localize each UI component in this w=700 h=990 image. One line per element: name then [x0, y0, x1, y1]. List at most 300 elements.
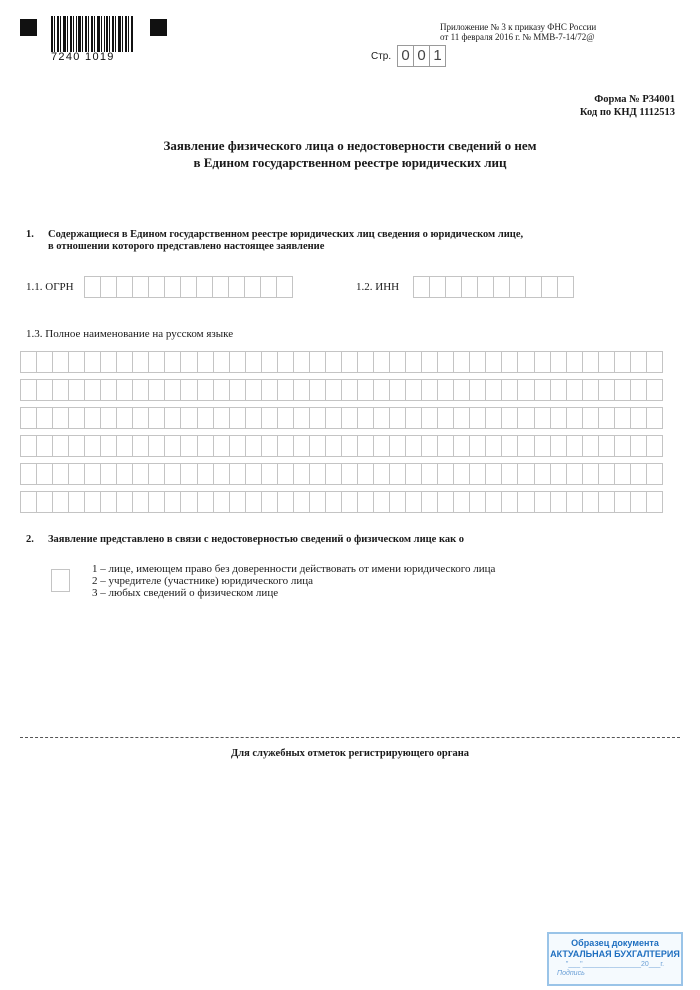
input-cell[interactable]: [213, 407, 230, 429]
input-cell[interactable]: [614, 491, 631, 513]
appendix-line-2: от 11 февраля 2016 г. № ММВ-7-14/72@: [440, 32, 595, 42]
input-cell[interactable]: [550, 435, 567, 457]
input-cell[interactable]: [389, 435, 406, 457]
full-name-label: 1.3. Полное наименование на русском языке: [26, 328, 234, 340]
input-cell[interactable]: [469, 407, 486, 429]
input-cell[interactable]: [52, 407, 69, 429]
input-cell[interactable]: [630, 463, 647, 485]
input-cell[interactable]: [100, 379, 117, 401]
input-cell[interactable]: [116, 407, 133, 429]
input-cell[interactable]: [68, 407, 85, 429]
input-cell[interactable]: [309, 351, 326, 373]
input-cell[interactable]: [469, 379, 486, 401]
input-cell[interactable]: [293, 379, 310, 401]
input-cell[interactable]: [534, 491, 551, 513]
input-cell[interactable]: [180, 491, 197, 513]
input-cell[interactable]: [646, 491, 663, 513]
dashed-separator: [20, 737, 680, 738]
input-cell[interactable]: [132, 491, 149, 513]
stamp-date-line: "___"_______________20___г.: [565, 961, 665, 968]
basis-option-3: 3 – любых сведений о физическом лице: [92, 587, 279, 599]
input-cell[interactable]: [100, 435, 117, 457]
input-cell[interactable]: [180, 407, 197, 429]
input-cell[interactable]: [509, 276, 526, 298]
inn-label: 1.2. ИНН: [356, 281, 400, 293]
input-cell[interactable]: [557, 276, 574, 298]
input-cell[interactable]: [261, 491, 278, 513]
input-cell[interactable]: [598, 379, 615, 401]
input-cell[interactable]: [389, 351, 406, 373]
input-cell[interactable]: [413, 276, 430, 298]
input-cell[interactable]: [341, 491, 358, 513]
input-cell[interactable]: [421, 379, 438, 401]
input-cell[interactable]: [245, 491, 262, 513]
page-label: Стр.: [371, 51, 392, 62]
input-cell[interactable]: [276, 276, 293, 298]
page-number-cells: [397, 45, 445, 67]
input-cell[interactable]: [132, 379, 149, 401]
full-name-grid-row: [20, 379, 662, 401]
full-name-grid-row: [20, 351, 662, 373]
input-cell[interactable]: [36, 379, 53, 401]
input-cell[interactable]: [293, 435, 310, 457]
input-cell[interactable]: [52, 379, 69, 401]
input-cell[interactable]: [261, 379, 278, 401]
input-cell[interactable]: [20, 351, 37, 373]
input-cell[interactable]: [517, 463, 534, 485]
input-cell[interactable]: [277, 435, 294, 457]
barcode-digits: 7240 1019: [51, 51, 115, 63]
input-cell[interactable]: [293, 463, 310, 485]
section-1-title-line-2: в отношении которого представлено настоящее заявление: [48, 241, 325, 252]
input-cell[interactable]: [630, 379, 647, 401]
input-cell[interactable]: [116, 351, 133, 373]
input-cell[interactable]: [429, 276, 446, 298]
stamp-line-1: Образец документа: [571, 938, 659, 948]
input-cell[interactable]: [501, 379, 518, 401]
input-cell[interactable]: [389, 463, 406, 485]
input-cell[interactable]: [541, 276, 558, 298]
input-cell[interactable]: [534, 435, 551, 457]
input-cell[interactable]: [357, 407, 374, 429]
input-cell[interactable]: [357, 379, 374, 401]
input-cell[interactable]: [68, 463, 85, 485]
input-cell[interactable]: [277, 491, 294, 513]
input-cell[interactable]: [180, 351, 197, 373]
input-cell[interactable]: [20, 491, 37, 513]
input-cell[interactable]: [517, 435, 534, 457]
input-cell[interactable]: [461, 276, 478, 298]
input-cell[interactable]: [646, 379, 663, 401]
input-cell[interactable]: [550, 463, 567, 485]
input-cell[interactable]: [164, 379, 181, 401]
input-cell[interactable]: [566, 435, 583, 457]
input-cell[interactable]: [196, 276, 213, 298]
input-cell[interactable]: [148, 407, 165, 429]
input-cell[interactable]: [261, 463, 278, 485]
input-cell[interactable]: [357, 435, 374, 457]
input-cell[interactable]: [453, 491, 470, 513]
input-cell[interactable]: [116, 491, 133, 513]
input-cell[interactable]: [582, 379, 599, 401]
input-cell[interactable]: [261, 351, 278, 373]
input-cell[interactable]: [164, 407, 181, 429]
input-cell[interactable]: [437, 435, 454, 457]
input-cell[interactable]: [261, 407, 278, 429]
input-cell[interactable]: [485, 491, 502, 513]
input-cell[interactable]: [100, 407, 117, 429]
input-cell[interactable]: [582, 435, 599, 457]
page-digit-cell: 0: [413, 45, 430, 67]
input-cell[interactable]: [646, 435, 663, 457]
input-cell[interactable]: [405, 351, 422, 373]
input-cell[interactable]: [453, 407, 470, 429]
input-cell[interactable]: [116, 276, 133, 298]
input-cell[interactable]: [229, 351, 246, 373]
input-cell[interactable]: [164, 435, 181, 457]
input-cell[interactable]: [36, 435, 53, 457]
input-cell[interactable]: [389, 379, 406, 401]
input-cell[interactable]: [357, 351, 374, 373]
input-cell[interactable]: [469, 351, 486, 373]
input-cell[interactable]: [437, 407, 454, 429]
input-cell[interactable]: [84, 491, 101, 513]
input-cell[interactable]: [68, 435, 85, 457]
input-cell[interactable]: [325, 379, 342, 401]
input-cell[interactable]: [389, 491, 406, 513]
input-cell[interactable]: [132, 435, 149, 457]
input-cell[interactable]: [148, 463, 165, 485]
input-cell[interactable]: [453, 463, 470, 485]
input-cell[interactable]: [197, 379, 214, 401]
input-cell[interactable]: [373, 435, 390, 457]
input-cell[interactable]: [341, 379, 358, 401]
input-cell[interactable]: [325, 435, 342, 457]
input-cell[interactable]: [132, 463, 149, 485]
input-cell[interactable]: [293, 351, 310, 373]
full-name-grid-row: [20, 491, 662, 513]
input-cell[interactable]: [373, 463, 390, 485]
input-cell[interactable]: [245, 379, 262, 401]
input-cell[interactable]: [68, 351, 85, 373]
input-cell[interactable]: [566, 491, 583, 513]
input-cell[interactable]: [598, 407, 615, 429]
input-cell[interactable]: [213, 435, 230, 457]
title-line-1: Заявление физического лица о недостоверности сведений о нем: [163, 138, 537, 153]
input-cell[interactable]: [36, 351, 53, 373]
input-cell[interactable]: [36, 463, 53, 485]
input-cell[interactable]: [148, 276, 165, 298]
section-2-number: 2.: [26, 534, 34, 545]
input-cell[interactable]: [421, 491, 438, 513]
input-cell[interactable]: [341, 351, 358, 373]
input-cell[interactable]: [20, 379, 37, 401]
input-cell[interactable]: [20, 463, 37, 485]
input-cell[interactable]: [52, 435, 69, 457]
ogrn-input-cells[interactable]: [84, 276, 292, 298]
input-cell[interactable]: [437, 491, 454, 513]
input-cell[interactable]: [437, 379, 454, 401]
input-cell[interactable]: [646, 351, 663, 373]
input-cell[interactable]: [277, 351, 294, 373]
input-cell[interactable]: [20, 435, 37, 457]
input-cell[interactable]: [341, 435, 358, 457]
input-cell[interactable]: [373, 351, 390, 373]
input-cell[interactable]: [180, 379, 197, 401]
input-cell[interactable]: [598, 491, 615, 513]
input-cell[interactable]: [36, 491, 53, 513]
input-cell[interactable]: [84, 351, 101, 373]
input-cell[interactable]: [148, 491, 165, 513]
input-cell[interactable]: [197, 407, 214, 429]
input-cell[interactable]: [277, 407, 294, 429]
input-cell[interactable]: [477, 276, 494, 298]
input-cell[interactable]: [100, 491, 117, 513]
input-cell[interactable]: [550, 491, 567, 513]
input-cell[interactable]: [148, 435, 165, 457]
input-cell[interactable]: [525, 276, 542, 298]
input-cell[interactable]: [501, 407, 518, 429]
input-cell[interactable]: [197, 463, 214, 485]
input-cell[interactable]: [132, 276, 149, 298]
form-number: Форма № Р34001: [594, 94, 675, 105]
input-cell[interactable]: [485, 435, 502, 457]
input-cell[interactable]: [245, 435, 262, 457]
input-cell[interactable]: [485, 379, 502, 401]
basis-options-list: [92, 563, 495, 599]
input-cell[interactable]: [164, 351, 181, 373]
input-cell[interactable]: [52, 351, 69, 373]
input-cell[interactable]: [517, 407, 534, 429]
input-cell[interactable]: [469, 463, 486, 485]
input-cell[interactable]: [534, 463, 551, 485]
input-cell[interactable]: [260, 276, 277, 298]
input-cell[interactable]: [421, 351, 438, 373]
input-cell[interactable]: [213, 463, 230, 485]
input-cell[interactable]: [469, 435, 486, 457]
input-cell[interactable]: [229, 491, 246, 513]
input-cell[interactable]: [325, 463, 342, 485]
input-cell[interactable]: [293, 491, 310, 513]
input-cell[interactable]: [646, 463, 663, 485]
appendix-line-1: Приложение № 3 к приказу ФНС России: [440, 22, 597, 32]
full-name-grid-row: [20, 435, 662, 457]
input-cell[interactable]: [325, 351, 342, 373]
input-cell[interactable]: [309, 379, 326, 401]
input-cell[interactable]: [52, 463, 69, 485]
registration-marker-left: [20, 19, 37, 36]
input-cell[interactable]: [213, 351, 230, 373]
input-cell[interactable]: [164, 491, 181, 513]
input-cell[interactable]: [325, 407, 342, 429]
input-cell[interactable]: [100, 463, 117, 485]
input-cell[interactable]: [245, 407, 262, 429]
input-cell[interactable]: [566, 379, 583, 401]
input-cell[interactable]: [164, 463, 181, 485]
input-cell[interactable]: [614, 435, 631, 457]
input-cell[interactable]: [630, 407, 647, 429]
input-cell[interactable]: [630, 435, 647, 457]
input-cell[interactable]: [405, 463, 422, 485]
input-cell[interactable]: [309, 463, 326, 485]
input-cell[interactable]: [148, 379, 165, 401]
input-cell[interactable]: [116, 435, 133, 457]
input-cell[interactable]: [534, 379, 551, 401]
input-cell[interactable]: [229, 379, 246, 401]
input-cell[interactable]: [373, 491, 390, 513]
input-cell[interactable]: [197, 351, 214, 373]
input-cell[interactable]: [517, 379, 534, 401]
input-cell[interactable]: [309, 407, 326, 429]
knd-code: Код по КНД 1112513: [579, 107, 675, 118]
input-cell[interactable]: [84, 407, 101, 429]
input-cell[interactable]: [341, 407, 358, 429]
input-cell[interactable]: [245, 463, 262, 485]
input-cell[interactable]: [445, 276, 462, 298]
input-cell[interactable]: [598, 463, 615, 485]
input-cell[interactable]: [373, 379, 390, 401]
input-cell[interactable]: [598, 351, 615, 373]
input-cell[interactable]: [582, 407, 599, 429]
input-cell[interactable]: [598, 435, 615, 457]
input-cell[interactable]: [582, 491, 599, 513]
input-cell[interactable]: [421, 435, 438, 457]
input-cell[interactable]: [245, 351, 262, 373]
input-cell[interactable]: [180, 463, 197, 485]
input-cell[interactable]: [614, 379, 631, 401]
input-cell[interactable]: [614, 407, 631, 429]
input-cell[interactable]: [469, 491, 486, 513]
section-1-heading: [26, 229, 523, 253]
input-cell[interactable]: [197, 491, 214, 513]
input-cell[interactable]: [437, 351, 454, 373]
input-cell[interactable]: [405, 407, 422, 429]
input-cell[interactable]: [229, 407, 246, 429]
input-cell[interactable]: [501, 351, 518, 373]
input-cell[interactable]: [517, 351, 534, 373]
input-cell[interactable]: [277, 463, 294, 485]
input-cell[interactable]: [229, 463, 246, 485]
input-cell[interactable]: [228, 276, 245, 298]
basis-option-2: 2 – учредителе (участнике) юридического лица: [92, 575, 314, 587]
input-cell[interactable]: [293, 407, 310, 429]
input-cell[interactable]: [550, 407, 567, 429]
input-cell[interactable]: [84, 435, 101, 457]
input-cell[interactable]: [197, 435, 214, 457]
form-identifier: [580, 93, 675, 119]
input-cell[interactable]: [116, 379, 133, 401]
input-cell[interactable]: [453, 351, 470, 373]
input-cell[interactable]: [614, 351, 631, 373]
input-cell[interactable]: [550, 351, 567, 373]
input-cell[interactable]: [534, 407, 551, 429]
input-cell[interactable]: [566, 407, 583, 429]
sample-document-stamp: [547, 932, 683, 986]
input-cell[interactable]: [517, 491, 534, 513]
input-cell[interactable]: [229, 435, 246, 457]
input-cell[interactable]: [100, 351, 117, 373]
full-name-grid-row: [20, 407, 662, 429]
input-cell[interactable]: [373, 407, 390, 429]
input-cell[interactable]: [84, 276, 101, 298]
input-cell[interactable]: [148, 351, 165, 373]
input-cell[interactable]: [116, 463, 133, 485]
input-cell[interactable]: [405, 491, 422, 513]
input-cell[interactable]: [213, 491, 230, 513]
input-cell[interactable]: [485, 463, 502, 485]
input-cell[interactable]: [485, 351, 502, 373]
input-cell[interactable]: [212, 276, 229, 298]
input-cell[interactable]: [501, 491, 518, 513]
input-cell[interactable]: [405, 435, 422, 457]
input-cell[interactable]: [566, 463, 583, 485]
input-cell[interactable]: [405, 379, 422, 401]
input-cell[interactable]: [453, 379, 470, 401]
input-cell[interactable]: [68, 491, 85, 513]
basis-option-1: 1 – лице, имеющем право без доверенности действовать от имени юридического лица: [92, 563, 496, 575]
input-cell[interactable]: [132, 351, 149, 373]
input-cell[interactable]: [84, 463, 101, 485]
input-cell[interactable]: [550, 379, 567, 401]
input-cell[interactable]: [614, 463, 631, 485]
input-cell[interactable]: [534, 351, 551, 373]
document-title: [0, 137, 700, 171]
input-cell[interactable]: [357, 463, 374, 485]
input-cell[interactable]: [261, 435, 278, 457]
title-line-2: в Едином государственном реестре юридических лиц: [193, 155, 507, 170]
input-cell[interactable]: [630, 351, 647, 373]
input-cell[interactable]: [325, 491, 342, 513]
input-cell[interactable]: [582, 463, 599, 485]
input-cell[interactable]: [180, 435, 197, 457]
input-cell[interactable]: [341, 463, 358, 485]
input-cell[interactable]: [180, 276, 197, 298]
input-cell[interactable]: [309, 491, 326, 513]
inn-input-cells[interactable]: [413, 276, 573, 298]
input-cell[interactable]: [213, 379, 230, 401]
input-cell[interactable]: [52, 491, 69, 513]
registration-marker-right: [150, 19, 167, 36]
service-marks-heading: Для служебных отметок регистрирующего органа: [230, 748, 470, 759]
input-cell[interactable]: [357, 491, 374, 513]
input-cell[interactable]: [453, 435, 470, 457]
input-cell[interactable]: [566, 351, 583, 373]
input-cell[interactable]: [646, 407, 663, 429]
input-cell[interactable]: [84, 379, 101, 401]
input-cell[interactable]: [309, 435, 326, 457]
input-cell[interactable]: [164, 276, 181, 298]
input-cell[interactable]: [20, 407, 37, 429]
input-cell[interactable]: [582, 351, 599, 373]
input-cell[interactable]: [630, 491, 647, 513]
input-cell[interactable]: [389, 407, 406, 429]
page-digit-cell: 1: [429, 45, 446, 67]
input-cell[interactable]: [421, 407, 438, 429]
input-cell[interactable]: [501, 463, 518, 485]
input-cell[interactable]: [493, 276, 510, 298]
input-cell[interactable]: [277, 379, 294, 401]
input-cell[interactable]: [36, 407, 53, 429]
input-cell[interactable]: [132, 407, 149, 429]
basis-code-cell[interactable]: [51, 569, 70, 592]
input-cell[interactable]: [421, 463, 438, 485]
input-cell[interactable]: [244, 276, 261, 298]
input-cell[interactable]: [501, 435, 518, 457]
input-cell[interactable]: [485, 407, 502, 429]
input-cell[interactable]: [437, 463, 454, 485]
input-cell[interactable]: [100, 276, 117, 298]
input-cell[interactable]: [68, 379, 85, 401]
